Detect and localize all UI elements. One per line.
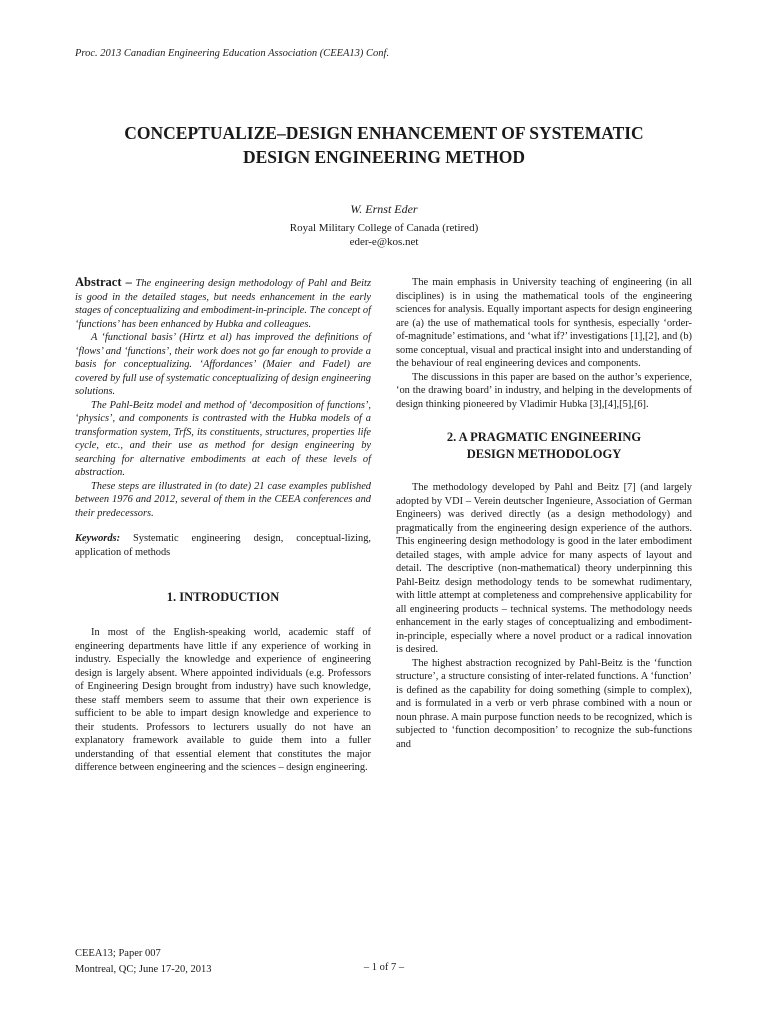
abstract-paragraph-2: A ‘functional basis’ (Hirtz et al) has improved the definitions of ‘flows’ and ‘functions’, their work does not go far enough to provide a basis for conceptualizing. ‘Affordances’ (Maier and Fadel) are covered by full use of systematic conceptualizing of design engineering solutions. <box>75 332 371 397</box>
abstract-heading: Abstract – <box>75 275 132 289</box>
section-2-heading-line-2: DESIGN METHODOLOGY <box>466 447 622 461</box>
author-block <box>0 202 768 249</box>
author-name: W. Ernst Eder <box>350 202 418 216</box>
right-column <box>396 276 692 751</box>
abstract-paragraph-4: These steps are illustrated in (to date) 21 case examples published between 1976 and 2012, several of them in the CEEA conferences and their predecessors. <box>75 480 371 519</box>
abstract-paragraph-1 <box>75 276 371 331</box>
intro-paragraph-1: In most of the English-speaking world, academic staff of engineering departments have little if any experience of working in industry. Especially the knowledge and experience of engineering design is largely absent. Where appointed individuals (e.g. Professors of Engineering Design brought from industry) have such knowledge, these staff members seem to assume that their own experience is sufficient to be able to impart design knowledge and experience to their students. Professors to lecturers usually do not have an explanatory framework available to guide them into a fuller understanding of that essential element that constitutes the major difference between engineering and the sciences – design engineering. <box>75 627 371 773</box>
section-2-paragraph-2: The highest abstraction recognized by Pahl-Beitz is the ‘function structure’, a structure consisting of inter-related functions. A ‘function’ is defined as the capability for doing something (simple to complex), and is formulated in a verb or verb phrase combined with a noun or noun phrase. A main purpose function needs to be recognized, which is subjected to ‘function decomposition’ to recognize the sub-functions and <box>396 657 692 750</box>
running-header: Proc. 2013 Canadian Engineering Education Association (CEEA13) Conf. <box>75 48 390 59</box>
keywords <box>75 532 371 559</box>
section-2-heading <box>396 429 692 463</box>
section-1-heading: 1. INTRODUCTION <box>166 590 280 604</box>
title-line-2: DESIGN ENGINEERING METHOD <box>243 147 525 167</box>
left-column <box>75 276 371 775</box>
page-number: – 1 of 7 – <box>363 962 405 973</box>
abstract-text-1: The engineering design methodology of Pahl and Beitz is good in the detailed stages, but needs enhancement in the early stages of conceptualizing and embodiment-in-principle. The concept of ‘functions’ has been enhanced by Hubka and colleagues. <box>75 278 371 330</box>
section-2-paragraph-1: The methodology developed by Pahl and Beitz [7] (and largely adopted by VDI – Verein deutscher Ingenieure, Association of German Engineers) was derived directly (as a design methodology) and pragmatically from the engineering design experience of the authors. This engineering design methodology is good in the later embodiment detailed stages, with ample advice for many aspects of layout and detail. The descriptive (non-mathematical) theory underpinning this Pahl-Beitz design methodology tends to be somewhat rudimentary, with little attempt at completeness and comprehensive applicability for all engineering products – technical systems. The methodology needs enhancement in the early stages of conceptualizing and embodiment-in-principle, especially where a novel product or a radical innovation is desired. <box>396 482 692 655</box>
right-paragraph-2: The discussions in this paper are based on the author’s experience, ‘on the drawing board’ in industry, and helping in the developments of design thinking pioneered by Vladimir Hubka [3],[4],[5],[6]. <box>396 371 692 410</box>
keywords-label: Keywords: <box>75 533 121 544</box>
paper-title <box>80 121 688 169</box>
author-affiliation: Royal Military College of Canada (retired) <box>289 222 479 234</box>
footer-venue: Montreal, QC; June 17-20, 2013 <box>75 964 212 975</box>
footer-paper-id: CEEA13; Paper 007 <box>75 948 161 959</box>
keywords-text: Systematic engineering design, conceptual-lizing, application of methods <box>75 533 371 558</box>
abstract-paragraph-3: The Pahl-Beitz model and method of ‘decomposition of functions’, ‘physics’, and components is contrasted with the Hubka models of a transformation system, TrfS, its constituents, structures, properties life cycle, etc., and their use as method for design engineering by searching for alternative embodiments at each of these levels of abstraction. <box>75 399 371 478</box>
author-email: eder-e@kos.net <box>349 236 419 248</box>
title-line-1: CONCEPTUALIZE–DESIGN ENHANCEMENT OF SYSTEMATIC <box>124 123 644 143</box>
right-paragraph-1: The main emphasis in University teaching of engineering (in all disciplines) is in using the mathematical tools of the engineering sciences for analysis. Equally important aspects for design engineering are (a) the use of mathematical tools for synthesis, especially ‘order-of-magnitude’ estimations, and ‘what if?’ investigations [1],[2], and (b) some conceptual, visual and practical insight into and understanding of the behaviour of real engineering devices and components. <box>396 277 692 369</box>
section-2-heading-line-1: 2. A PRAGMATIC ENGINEERING <box>446 430 642 444</box>
